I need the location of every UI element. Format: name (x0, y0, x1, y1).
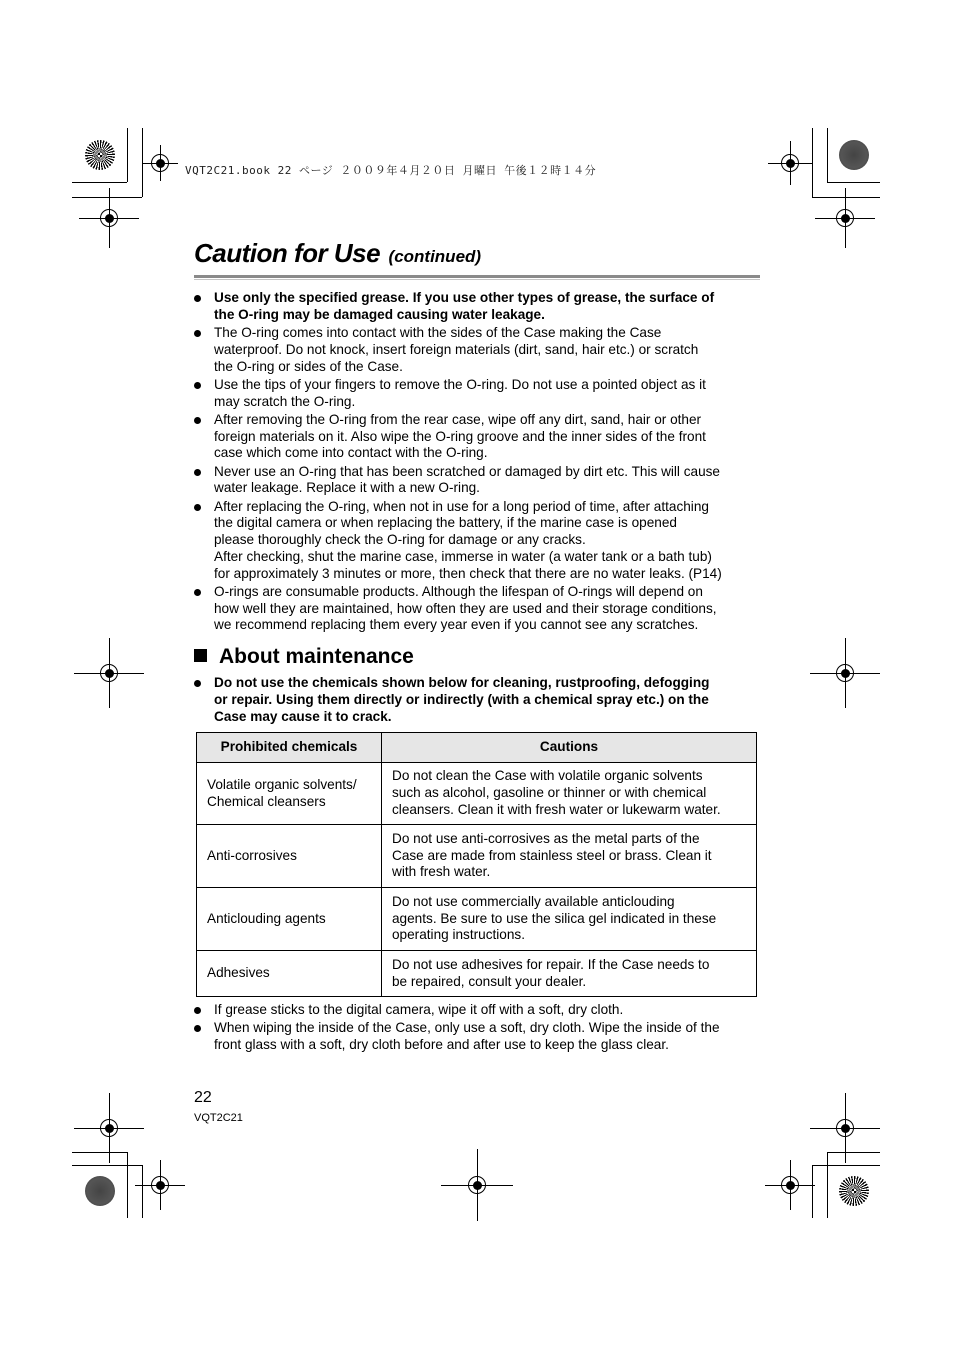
bullet-icon (194, 1025, 201, 1032)
caution-line: Do not use commercially available anticlouding (392, 893, 675, 909)
registration-dot-icon (105, 1124, 114, 1133)
caution-line: cleansers. Clean it with fresh water or lukewarm water. (392, 801, 721, 817)
list-item-line: Use the tips of your fingers to remove the O-ring. Do not use a pointed object as it (214, 376, 706, 392)
crop-line (812, 1165, 813, 1218)
list-item-line: please thoroughly check the O-ring for damage or any cracks. (214, 532, 586, 548)
list-item (194, 584, 760, 634)
registration-dot-icon (473, 1181, 482, 1190)
list-item (194, 325, 760, 375)
caution-line: Do not use anti-corrosives as the metal parts of the (392, 830, 700, 846)
list-item (194, 377, 760, 411)
chemical-cell (197, 763, 382, 825)
chemical-line: Anticlouding agents (207, 910, 326, 926)
crop-line (827, 1152, 880, 1153)
caution-cell (382, 825, 757, 888)
crop-line (72, 1165, 142, 1166)
maintenance-bullet-list (194, 675, 760, 727)
list-item-line: how well they are maintained, how often they are used and their storage conditions, (214, 600, 717, 616)
registration-dot-icon (786, 159, 795, 168)
page-title-main: Caution for Use (194, 238, 381, 268)
crop-line (827, 1152, 828, 1218)
list-item-line: Use only the specified grease. If you use other types of grease, the surface of (214, 290, 715, 305)
bullet-icon (194, 382, 201, 389)
registration-dot-icon (786, 1181, 795, 1190)
section-heading-text: About maintenance (219, 645, 414, 668)
list-item (194, 412, 760, 462)
section-heading (194, 645, 414, 669)
list-item-line: the O-ring may be damaged causing water leakage. (214, 306, 545, 322)
table-header-cautions: Cautions (382, 733, 757, 763)
registration-dot-icon (156, 159, 165, 168)
black-square-icon (194, 649, 207, 662)
crop-line (72, 197, 142, 198)
table-header-chemicals: Prohibited chemicals (197, 733, 382, 763)
crop-line (142, 1165, 143, 1218)
list-item-line: case which come into contact with the O-ring. (214, 445, 488, 461)
bullet-icon (194, 295, 201, 302)
title-rule (194, 275, 760, 278)
chemical-line: Volatile organic solvents/ (207, 776, 357, 792)
caution-line: Do not use adhesives for repair. If the Case needs to (392, 956, 710, 972)
list-item-line: If grease sticks to the digital camera, wipe it off with a soft, dry cloth. (214, 1002, 624, 1017)
caution-line: be repaired, consult your dealer. (392, 973, 587, 989)
registration-dot-icon (105, 669, 114, 678)
crop-line (812, 128, 813, 197)
list-item-line: front glass with a soft, dry cloth before and after use to keep the glass clear. (214, 1036, 669, 1052)
list-item (194, 499, 760, 583)
caution-line: such as alcohol, gasoline or thinner or with chemical (392, 785, 707, 801)
list-item-line: for approximately 3 minutes or more, then check that there are no water leaks. (P14) (214, 565, 722, 581)
color-target-icon (85, 140, 115, 170)
print-job-header: VQT2C21.book 22 ページ ２００９年４月２０日 月曜日 午後１２時１４分 (185, 164, 597, 177)
list-item (194, 1020, 760, 1054)
table-row (197, 951, 757, 997)
caution-line: Do not clean the Case with volatile organic solvents (392, 768, 703, 784)
list-item-line: O-rings are consumable products. Although the lifespan of O-rings will depend on (214, 583, 703, 599)
caution-line: agents. Be sure to use the silica gel indicated in these (392, 910, 717, 926)
page-title (194, 238, 481, 269)
bullet-icon (194, 504, 201, 511)
list-item-line: When wiping the inside of the Case, only use a soft, dry cloth. Wipe the inside of the (214, 1020, 720, 1036)
crop-line (812, 197, 880, 198)
caution-line: with fresh water. (392, 864, 491, 880)
crop-line (72, 182, 127, 183)
list-item-line: After checking, shut the marine case, immerse in water (a water tank or a bath tub) (214, 548, 712, 564)
list-item-line: Never use an O-ring that has been scratched or damaged by dirt etc. This will cause (214, 463, 720, 479)
table-row (197, 825, 757, 888)
registration-dot-icon (841, 214, 850, 223)
crop-line (72, 1152, 127, 1153)
caution-cell (382, 763, 757, 825)
list-item-line: we recommend replacing them every year even if you cannot see any scratches. (214, 617, 699, 633)
chemical-cell (197, 951, 382, 997)
list-item-line: After removing the O-ring from the rear case, wipe off any dirt, sand, hair or other (214, 411, 702, 427)
list-item (194, 290, 760, 324)
list-item (194, 464, 760, 498)
list-item-line: Case may cause it to crack. (214, 708, 392, 724)
title-rule-thin (194, 279, 760, 280)
chemical-line: Chemical cleansers (207, 793, 326, 809)
bullet-icon (194, 680, 201, 687)
registration-dot-icon (105, 214, 114, 223)
caution-line: operating instructions. (392, 927, 525, 943)
bullet-icon (194, 330, 201, 337)
caution-cell (382, 888, 757, 951)
bullet-icon (194, 417, 201, 424)
chemical-cell (197, 888, 382, 951)
caution-line: Case are made from stainless steel or brass. Clean it (392, 847, 712, 863)
chemical-cell (197, 825, 382, 888)
caution-cell (382, 951, 757, 997)
list-item-line: the digital camera or when replacing the battery, if the marine case is opened (214, 515, 677, 531)
crop-line (827, 182, 880, 183)
registration-dot-icon (156, 1181, 165, 1190)
bullet-icon (194, 589, 201, 596)
list-item-line: foreign materials on it. Also wipe the O-ring groove and the inner sides of the front (214, 428, 706, 444)
crop-line (127, 128, 128, 182)
list-item-line: waterproof. Do not knock, insert foreign materials (dirt, sand, hair etc.) or scratch (214, 341, 699, 357)
list-item-line: may scratch the O-ring. (214, 393, 356, 409)
page-title-sub: (continued) (388, 247, 482, 266)
care-bullet-list (194, 1002, 760, 1055)
list-item-line: or repair. Using them directly or indirectly (with a chemical spray etc.) on the (214, 691, 709, 707)
crop-line (127, 1152, 128, 1218)
registration-dot-icon (841, 1124, 850, 1133)
list-item-line: the O-ring or sides of the Case. (214, 358, 403, 374)
page-number: 22 (194, 1089, 212, 1106)
prohibited-chemicals-table (196, 732, 757, 997)
bullet-icon (194, 1007, 201, 1014)
crop-line (812, 1165, 880, 1166)
table-row (197, 763, 757, 825)
caution-bullet-list (194, 290, 760, 636)
table-row (197, 888, 757, 951)
color-target-icon (839, 140, 869, 170)
list-item-line: water leakage. Replace it with a new O-ring. (214, 480, 480, 496)
list-item (194, 1002, 760, 1019)
list-item (194, 675, 760, 725)
list-item-line: The O-ring comes into contact with the sides of the Case making the Case (214, 324, 662, 340)
color-target-icon (85, 1176, 115, 1206)
list-item-line: After replacing the O-ring, when not in use for a long period of time, after attaching (214, 498, 709, 514)
color-target-icon (839, 1176, 869, 1206)
chemical-line: Adhesives (207, 965, 270, 981)
registration-dot-icon (841, 669, 850, 678)
chemical-line: Anti-corrosives (207, 847, 297, 863)
model-code: VQT2C21 (194, 1112, 243, 1124)
list-item-line: Do not use the chemicals shown below for cleaning, rustproofing, defogging (214, 675, 710, 690)
bullet-icon (194, 469, 201, 476)
crop-line (827, 128, 828, 182)
table-header-row (197, 733, 757, 763)
